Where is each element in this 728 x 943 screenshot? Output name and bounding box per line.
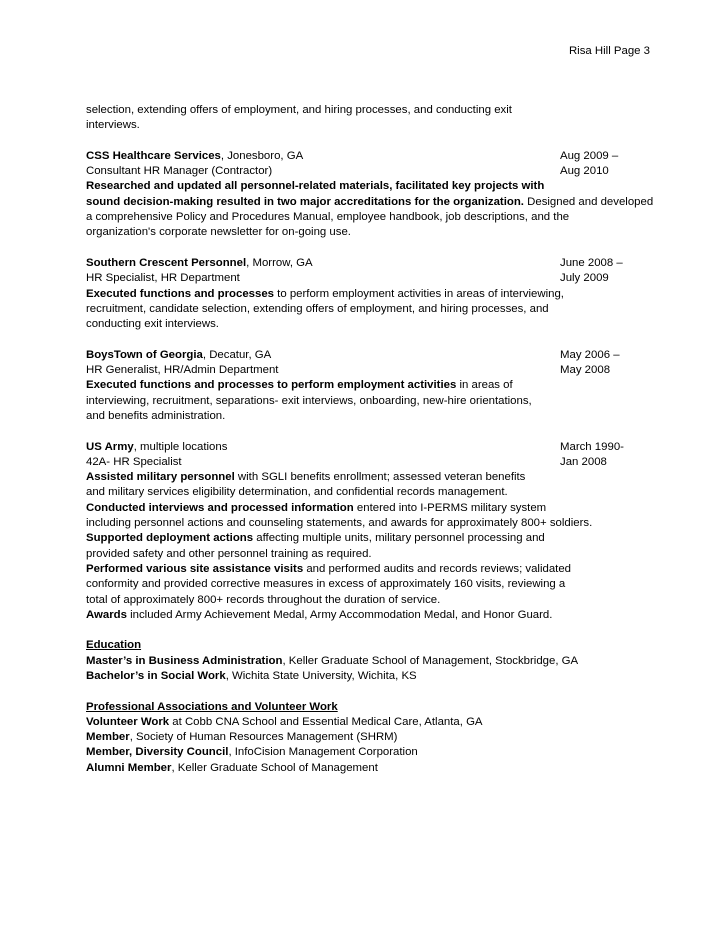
job-description-line (86, 210, 646, 225)
page-header: Risa Hill Page 3 (568, 45, 650, 57)
job-employer: CSS Healthcare Services (86, 149, 221, 162)
education-item (86, 654, 646, 669)
job-date-start: May 2006 – (560, 348, 620, 361)
job-date-start: March 1990- (560, 440, 624, 453)
job-employer-line (86, 440, 560, 455)
job-date-end: July 2009 (560, 272, 609, 285)
regular-text: , Society of Human Resources Management (SHRM) (129, 731, 398, 744)
regular-text: at Cobb CNA School and Essential Medical Care, Atlanta, GA (169, 715, 483, 728)
job-description-line (86, 302, 646, 317)
bold-text: Member, Diversity Council (86, 746, 229, 759)
resume-content (86, 103, 654, 791)
job-employer: US Army (86, 440, 134, 453)
bold-text: Awards (86, 608, 127, 621)
bold-text: Member (86, 731, 130, 744)
regular-text: , InfoCision Management Corporation (228, 746, 418, 759)
bold-text: sound decision-making resulted in two major accreditations for the organization. (86, 195, 524, 208)
job-description-line (86, 547, 646, 562)
bold-text: Alumni Member (86, 761, 172, 774)
job-title: HR Generalist, HR/Admin Department (86, 364, 279, 377)
job-description-line (86, 470, 646, 485)
regular-text: in areas of (456, 379, 513, 392)
job-location: , Decatur, GA (202, 348, 272, 361)
association-item (86, 715, 646, 730)
job-header-row (86, 256, 646, 271)
job-description-line (86, 562, 646, 577)
education-lines (86, 654, 646, 685)
job-location: , Morrow, GA (246, 256, 313, 269)
associations-section (86, 700, 646, 776)
association-item (86, 745, 646, 760)
job-description-line (86, 378, 646, 393)
education-item (86, 669, 646, 684)
job-title-row (86, 363, 646, 378)
job-title: Consultant HR Manager (Contractor) (86, 165, 273, 178)
job-employer-line (86, 256, 560, 271)
education-section (86, 638, 646, 684)
job-date-start: Aug 2009 – (560, 149, 619, 162)
job-title-row (86, 455, 646, 470)
job-description-line (86, 593, 646, 608)
job-description-line (86, 287, 646, 302)
job-description-line (86, 317, 646, 332)
regular-text: entered into I-PERMS military system (353, 501, 547, 514)
regular-text: , Keller Graduate School of Management, Stockbridge, GA (282, 654, 579, 667)
job-description-line (86, 485, 646, 500)
bold-text: Conducted interviews and processed information (86, 501, 354, 514)
regular-text: conducting exit interviews. (86, 318, 219, 331)
job-employer-line (86, 149, 560, 164)
experience-list (86, 149, 654, 623)
bold-text: Assisted military personnel (86, 471, 235, 484)
association-item (86, 761, 646, 776)
regular-text: conformity and provided corrective measures in excess of approximately 160 visits, reviewing a (86, 578, 566, 591)
job-entry (86, 348, 646, 424)
job-entry (86, 440, 646, 624)
bold-text: Bachelor’s in Social Work (86, 669, 226, 682)
regular-text: affecting multiple units, military personnel processing and (253, 532, 545, 545)
association-item (86, 730, 646, 745)
regular-text: with SGLI benefits enrollment; assessed veteran benefits (234, 471, 526, 484)
job-description-line (86, 225, 646, 240)
job-date-end: Aug 2010 (560, 165, 609, 178)
regular-text: interviewing, recruitment, separations- exit interviews, onboarding, new-hire orientations, (86, 394, 532, 407)
regular-text: a comprehensive Policy and Procedures Manual, employee handbook, job descriptions, and the (86, 211, 570, 224)
associations-lines (86, 715, 646, 776)
job-entry (86, 149, 654, 241)
job-date-end: May 2008 (560, 364, 611, 377)
job-title-row (86, 271, 646, 286)
job-description-line (86, 195, 654, 210)
regular-text: and benefits administration. (86, 409, 226, 422)
regular-text: to perform employment activities in areas of interviewing, (274, 287, 564, 300)
job-location: , multiple locations (133, 440, 228, 453)
job-location: , Jonesboro, GA (220, 149, 304, 162)
job-header-row (86, 348, 646, 363)
job-description-line (86, 516, 646, 531)
job-employer-line (86, 348, 560, 363)
education-heading: Education (86, 639, 142, 652)
job-title-row (86, 164, 646, 179)
job-employer: Southern Crescent Personnel (86, 256, 247, 269)
bold-text: Executed functions and processes to perform employment activities (86, 379, 457, 392)
job-description-line (86, 531, 646, 546)
regular-text: including personnel actions and counseling statements, and awards for approximately 800+ soldiers. (86, 517, 593, 530)
regular-text: and military services eligibility determination, and confidential records management. (86, 486, 508, 499)
regular-text: organization's corporate newsletter for on-going use. (86, 226, 351, 239)
job-date-start: June 2008 – (560, 256, 623, 269)
intro-paragraph (86, 103, 646, 134)
intro-line: selection, extending offers of employment, and hiring processes, and conducting exit (86, 104, 512, 116)
regular-text: , Keller Graduate School of Management (171, 761, 378, 774)
regular-text: total of approximately 800+ records throughout the duration of service. (86, 593, 441, 606)
job-description-line (86, 394, 646, 409)
regular-text: provided safety and other personnel training as required. (86, 547, 372, 560)
bold-text: Performed various site assistance visits (86, 562, 304, 575)
job-entry (86, 256, 646, 332)
job-title: 42A- HR Specialist (86, 455, 182, 468)
job-employer: BoysTown of Georgia (86, 348, 203, 361)
job-description-line (86, 577, 646, 592)
bold-text: Master’s in Business Administration (86, 654, 283, 667)
associations-heading: Professional Associations and Volunteer Work (86, 700, 338, 713)
job-header-row (86, 149, 646, 164)
job-header-row (86, 440, 646, 455)
regular-text: recruitment, candidate selection, extending offers of employment, and hiring processes, and (86, 302, 549, 315)
job-description-line (86, 501, 646, 516)
intro-line: interviews. (86, 119, 140, 132)
regular-text: , Wichita State University, Wichita, KS (225, 669, 417, 682)
job-description-line (86, 608, 646, 623)
bold-text: Executed functions and processes (86, 287, 275, 300)
regular-text: and performed audits and records reviews; validated (303, 562, 571, 575)
job-description-line (86, 409, 646, 424)
job-description-line (86, 179, 646, 194)
regular-text: included Army Achievement Medal, Army Accommodation Medal, and Honor Guard. (126, 608, 553, 621)
bold-text: Volunteer Work (86, 715, 170, 728)
bold-text: Researched and updated all personnel-related materials, facilitated key projects with (86, 180, 545, 193)
job-date-end: Jan 2008 (560, 455, 607, 468)
bold-text: Supported deployment actions (86, 532, 254, 545)
job-title: HR Specialist, HR Department (86, 272, 240, 285)
regular-text: Designed and developed (523, 195, 654, 208)
